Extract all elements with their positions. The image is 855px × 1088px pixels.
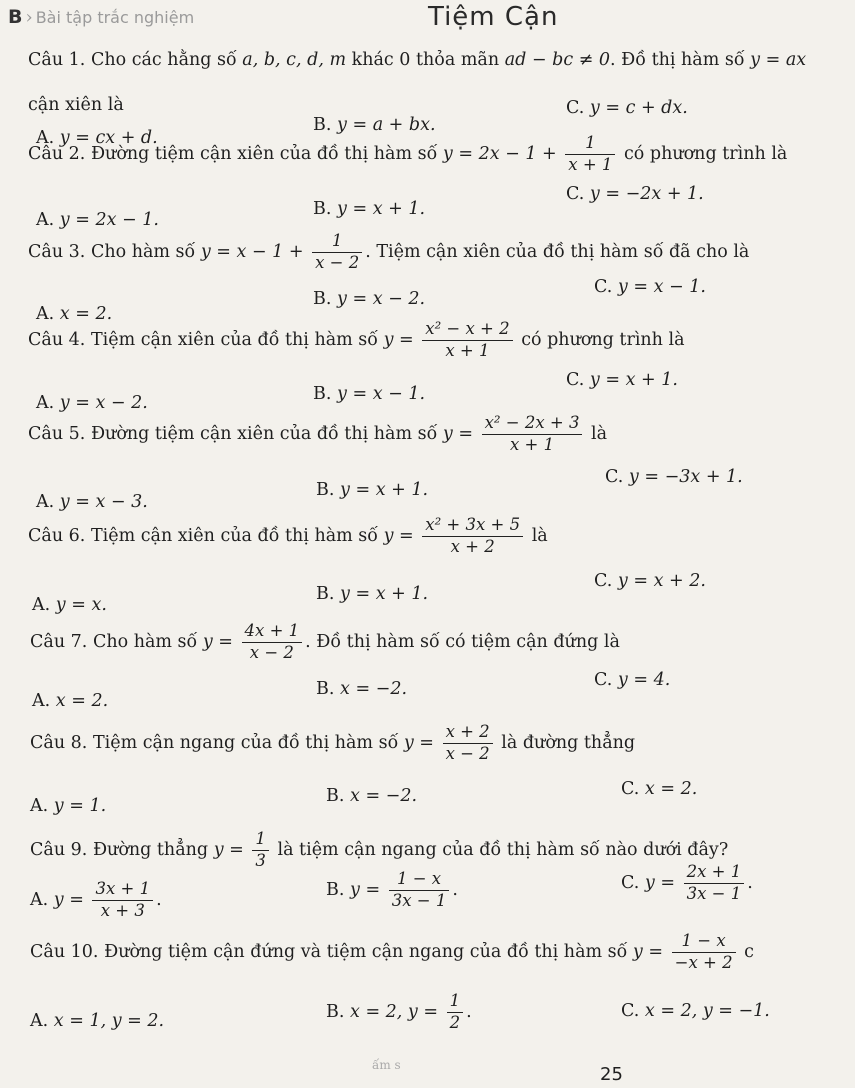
q2-text-a: Đường tiệm cận xiên của đồ thị hàm số	[90, 143, 443, 164]
q5-b-label: B.	[316, 480, 335, 500]
q6-option-a[interactable]	[32, 595, 107, 615]
q10-a-label: A.	[30, 1011, 49, 1031]
q2-label: Câu 2.	[28, 143, 86, 164]
q9-a-fraction	[92, 880, 153, 921]
q5-a-label: A.	[36, 492, 55, 512]
q8-numerator: x + 2	[443, 723, 493, 744]
q1-option-c[interactable]	[566, 98, 688, 118]
q9-b-prefix: y =	[350, 879, 381, 900]
faint-mark: ấm s	[372, 1058, 401, 1072]
q10-b-fraction	[447, 992, 464, 1033]
q2-b-label: B.	[313, 199, 332, 219]
q10-numerator: 1 − x	[672, 932, 736, 953]
q9-b-numerator: 1 − x	[389, 870, 450, 891]
q4-c-label: C.	[566, 370, 585, 390]
q8-a-label: A.	[30, 796, 49, 816]
q3-text-a: Cho hàm số	[90, 241, 201, 262]
q2-option-b[interactable]	[313, 199, 425, 219]
q7-c-label: C.	[594, 670, 613, 690]
q9-b-label: B.	[326, 879, 345, 900]
q9-c-denominator: 3x − 1	[686, 883, 742, 903]
q2-a-label: A.	[36, 210, 55, 230]
page-number: 25	[600, 1064, 623, 1085]
q10-option-b[interactable]: B. x = 2, y = $\frac{1}{2}$ .	[326, 991, 472, 1032]
q4-b-label: B.	[313, 384, 332, 404]
q9-c-prefix: y =	[644, 872, 676, 893]
q1-line-2: cận xiên là	[28, 95, 124, 115]
q4-text-b: có phương trình là	[521, 329, 685, 350]
question-4	[28, 320, 685, 361]
q7-text-b: . Đồ thị hàm số có tiệm cận đứng là	[305, 631, 620, 652]
q10-a-text: x = 1, y = 2.	[53, 1011, 165, 1031]
q1-text-a: Cho các hằng số	[90, 50, 243, 70]
q9-c-label: C.	[621, 872, 640, 893]
q9-a-label: A.	[30, 889, 49, 910]
q5-a-text: y = x − 3.	[59, 492, 148, 512]
section-header	[8, 6, 194, 28]
q8-text-a: Tiệm cận ngang của đồ thị hàm số	[92, 732, 404, 753]
q9-option-a[interactable]: A. y = $\frac{3x + 1}{x + 3}$ .	[30, 879, 162, 920]
q7-c-text: y = 4.	[617, 670, 671, 690]
q6-option-b[interactable]	[316, 584, 428, 604]
q7-fn-prefix: y =	[202, 631, 233, 652]
q3-denominator: x − 2	[315, 252, 360, 272]
q6-c-label: C.	[594, 571, 613, 591]
q2-numerator: 1	[565, 134, 615, 155]
q10-c-text: x = 2, y = −1.	[644, 1001, 770, 1021]
q9-a-numerator: 3x + 1	[92, 880, 153, 901]
q3-option-b[interactable]	[313, 289, 425, 309]
q1-function: y = ax	[750, 50, 807, 70]
q10-text-b: c	[744, 941, 754, 962]
q10-fn-prefix: y =	[632, 941, 664, 962]
q5-fraction	[482, 414, 583, 455]
q7-a-text: x = 2.	[55, 691, 109, 711]
q7-option-c[interactable]	[594, 670, 670, 690]
q4-numerator: x² − x + 2	[422, 320, 512, 341]
question-2	[28, 134, 787, 175]
q7-fraction	[242, 622, 303, 663]
q1-text-c: . Đồ thị hàm số	[610, 50, 751, 70]
q1-option-b[interactable]	[313, 115, 436, 135]
q2-option-a[interactable]	[36, 210, 159, 230]
q1-cond: ad − bc ≠ 0	[504, 50, 611, 70]
q9-a-prefix: y =	[53, 889, 84, 910]
q1-c-text: y = c + dx.	[589, 98, 688, 118]
q1-a-label: A.	[36, 128, 55, 148]
q6-fraction	[422, 516, 523, 557]
q9-label: Câu 9.	[30, 839, 88, 860]
q5-c-label: C.	[605, 467, 624, 487]
q6-c-text: y = x + 2.	[617, 571, 706, 591]
q9-c-numerator: 2x + 1	[684, 863, 745, 884]
q5-numerator: x² − 2x + 3	[482, 414, 583, 435]
q4-option-c[interactable]	[566, 370, 678, 390]
q2-fn-prefix: y = 2x − 1 +	[442, 143, 557, 164]
q2-a-text: y = 2x − 1.	[59, 210, 159, 230]
q4-c-text: y = x + 1.	[589, 370, 678, 390]
q5-text-a: Đường tiệm cận xiên của đồ thị hàm số	[90, 423, 443, 444]
q2-denominator: x + 1	[568, 154, 613, 174]
q2-b-text: y = x + 1.	[337, 199, 426, 219]
q4-denominator: x + 1	[445, 340, 490, 360]
q10-denominator: −x + 2	[674, 952, 733, 972]
q6-a-text: y = x.	[55, 595, 107, 615]
q9-option-b[interactable]: B. y = $\frac{1 - x}{3x - 1}$ .	[326, 869, 458, 910]
q10-b-prefix: x = 2, y =	[350, 1001, 439, 1022]
q7-numerator: 4x + 1	[242, 622, 303, 643]
q6-option-c[interactable]	[594, 571, 706, 591]
q6-text-b: là	[531, 525, 548, 546]
question-7	[30, 622, 620, 663]
q7-a-label: A.	[32, 691, 51, 711]
q3-option-c[interactable]	[594, 277, 706, 297]
q8-b-label: B.	[326, 786, 345, 806]
q8-label: Câu 8.	[30, 732, 88, 753]
q1-c-label: C.	[566, 98, 585, 118]
q5-label: Câu 5.	[28, 423, 86, 444]
q7-b-text: x = −2.	[340, 679, 408, 699]
question-5	[28, 414, 607, 455]
q8-fn-prefix: y =	[403, 732, 434, 753]
q6-a-label: A.	[32, 595, 51, 615]
q6-fn-prefix: y =	[383, 525, 414, 546]
q10-label: Câu 10.	[30, 941, 99, 962]
q10-text-a: Đường tiệm cận đứng và tiệm cận ngang của đồ thị hàm số	[104, 941, 633, 962]
q2-c-text: y = −2x + 1.	[589, 184, 704, 204]
q9-text-b: là tiệm cận ngang của đồ thị hàm số nào dưới đây?	[277, 839, 729, 860]
q1-b-label: B.	[313, 115, 332, 135]
q2-fraction	[565, 134, 615, 175]
q8-denominator: x − 2	[445, 743, 490, 763]
q3-text-b: . Tiệm cận xiên của đồ thị hàm số đã cho là	[365, 241, 750, 262]
q10-b-denominator: 2	[449, 1012, 461, 1032]
q4-fn-prefix: y =	[383, 329, 414, 350]
q8-b-text: x = −2.	[350, 786, 418, 806]
q8-a-text: y = 1.	[53, 796, 107, 816]
q4-fraction	[422, 320, 512, 361]
question-10	[30, 932, 754, 973]
q1-a-text: y = cx + d.	[59, 128, 158, 148]
q5-b-text: y = x + 1.	[340, 480, 429, 500]
q4-a-label: A.	[36, 393, 55, 413]
q10-option-c[interactable]	[621, 1001, 770, 1021]
q6-b-label: B.	[316, 584, 335, 604]
q5-option-a[interactable]	[36, 492, 148, 512]
q3-b-label: B.	[313, 289, 332, 309]
q7-label: Câu 7.	[30, 631, 88, 652]
q3-c-label: C.	[594, 277, 613, 297]
q4-label: Câu 4.	[28, 329, 86, 350]
q6-b-text: y = x + 1.	[340, 584, 429, 604]
q3-b-text: y = x − 2.	[337, 289, 426, 309]
q7-b-label: B.	[316, 679, 335, 699]
q5-denominator: x + 1	[509, 434, 555, 454]
q9-denominator: 3	[255, 850, 266, 870]
q9-b-denominator: 3x − 1	[391, 890, 447, 910]
q7-text-a: Cho hàm số	[92, 631, 203, 652]
q9-fraction	[252, 830, 269, 871]
q9-fn-prefix: y =	[213, 839, 244, 860]
q9-b-fraction	[389, 870, 450, 911]
q7-option-a[interactable]	[32, 691, 108, 711]
q3-fraction	[312, 232, 362, 273]
q8-option-b[interactable]	[326, 786, 417, 806]
question-3	[28, 232, 749, 273]
handwritten-title: Tiệm Cận	[428, 2, 559, 32]
q9-c-fraction	[684, 863, 745, 904]
question-8	[30, 723, 635, 764]
q3-a-label: A.	[36, 304, 55, 324]
q3-a-text: x = 2.	[59, 304, 113, 324]
q9-a-denominator: x + 3	[100, 900, 145, 920]
q8-c-label: C.	[621, 779, 640, 799]
q5-c-text: y = −3x + 1.	[628, 467, 743, 487]
q4-b-text: y = x − 1.	[337, 384, 426, 404]
q10-b-label: B.	[326, 1001, 345, 1022]
q7-option-b[interactable]	[316, 679, 407, 699]
q4-text-a: Tiệm cận xiên của đồ thị hàm số	[90, 329, 384, 350]
q2-option-c[interactable]	[566, 184, 704, 204]
q8-fraction	[443, 723, 493, 764]
section-letter: B	[8, 6, 23, 28]
section-title: Bài tập trắc nghiệm	[35, 8, 195, 27]
q6-numerator: x² + 3x + 5	[422, 516, 523, 537]
q6-label: Câu 6.	[28, 525, 86, 546]
q3-c-text: y = x − 1.	[617, 277, 706, 297]
q1-text-b: khác 0 thỏa mãn	[346, 50, 505, 70]
q2-text-b: có phương trình là	[624, 143, 788, 164]
q6-denominator: x + 2	[450, 536, 495, 556]
q1-vars: a, b, c, d, m	[242, 50, 347, 70]
q4-a-text: y = x − 2.	[59, 393, 148, 413]
q8-c-text: x = 2.	[644, 779, 698, 799]
q7-denominator: x − 2	[249, 642, 294, 662]
q4-option-a[interactable]	[36, 393, 148, 413]
q5-fn-prefix: y =	[442, 423, 474, 444]
q10-fraction	[672, 932, 736, 973]
q8-text-b: là đường thẳng	[501, 732, 636, 753]
q10-option-a[interactable]	[30, 1011, 164, 1031]
q5-text-b: là	[591, 423, 608, 444]
q10-b-numerator: 1	[447, 992, 464, 1013]
q5-option-b[interactable]	[316, 480, 428, 500]
q10-c-label: C.	[621, 1001, 640, 1021]
question-6	[28, 516, 548, 557]
q8-option-c[interactable]	[621, 779, 697, 799]
q4-option-b[interactable]	[313, 384, 425, 404]
q9-numerator: 1	[252, 830, 269, 851]
arrow-icon: ›	[25, 7, 33, 28]
q6-text-a: Tiệm cận xiên của đồ thị hàm số	[90, 525, 384, 546]
q3-fn-prefix: y = x − 1 +	[200, 241, 304, 262]
q8-option-a[interactable]	[30, 796, 106, 816]
q3-label: Câu 3.	[28, 241, 86, 262]
q1-label: Câu 1.	[28, 50, 86, 70]
q5-option-c[interactable]	[605, 467, 743, 487]
q9-option-c[interactable]: C. y = $\frac{2x + 1}{3x - 1}$ .	[621, 862, 753, 903]
q1-b-text: y = a + bx.	[337, 115, 436, 135]
q3-numerator: 1	[312, 232, 362, 253]
question-1	[28, 50, 806, 70]
q2-c-label: C.	[566, 184, 585, 204]
q9-text-a: Đường thẳng	[92, 839, 214, 860]
